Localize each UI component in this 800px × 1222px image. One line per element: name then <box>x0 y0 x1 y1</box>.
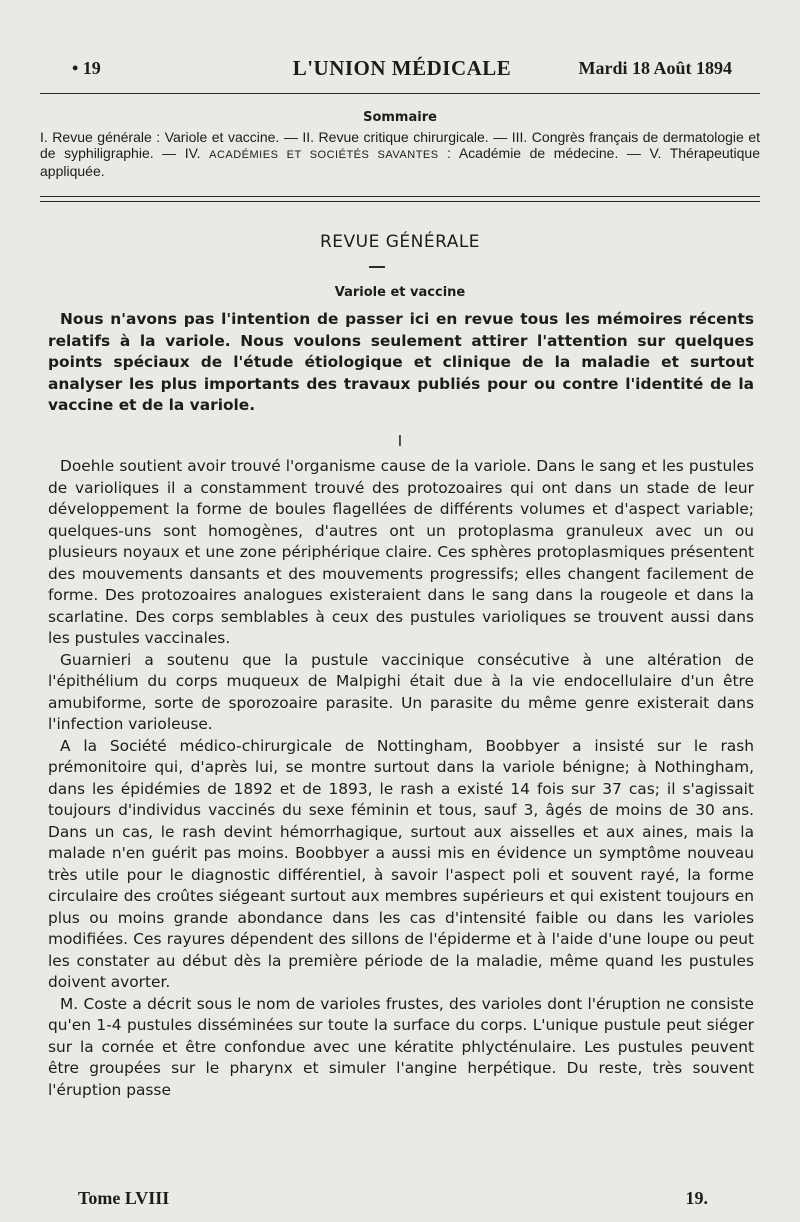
paragraph: Doehle soutient avoir trouvé l'organisme cause de la variole. Dans le sang et les pustules de varioliques il a constamment trouvé des protozoaires qui ont dans un stade de leur développement la forme de boules flagellées de différents volumes et d'aspect variable; quelques-uns sont homogènes, d'autres ont un protoplasma granuleux avec un ou plusieurs noyaux et une zone périphérique claire. Ces sphères protoplasmiques présentent des mouvements dansants et des mouvements progressifs; elles changent facilement de forme. Des protozoaires analogues existeraient dans le sang dans la rougeole et dans la scarlatine. Des corps semblables à ceux des pustules varioliques se trouvent aussi dans les pustules vaccinales. <box>48 457 754 647</box>
header-rule <box>40 93 760 94</box>
sommaire-block <box>40 110 760 179</box>
paragraph: Guarnieri a soutenu que la pustule vaccinique consécutive à une altération de l'épithélium du corps muqueux de Malpighi était due à la vie endocellulaire d'un être amubiforme, sorte de sporozoaire parasite. Un parasite du même genre existerait dans l'infection varioleuse. <box>48 650 754 733</box>
paragraph: A la Société médico-chirurgicale de Nottingham, Boobbyer a insisté sur le rash prémonitoire qui, d'après lui, se montre surtout dans la variole bénigne; à Nothingham, dans les épidémies de 1892 et de 1893, le rash a existé 14 fois sur 37 cas; il s'agissait toujours d'individus vaccinés du sexe féminin et tous, sauf 3, âgés de moins de 30 ans. Dans un cas, le rash devint hémorrhagique, surtout aux aisselles et aux aines, mais la malade n'en guérit pas moins. Boobbyer a aussi mis en évidence un symptôme nouveau très utile pour le diagnostic différentiel, à savoir l'aspect poli et souvent rayé, la forme circulaire des croûtes siégeant surtout aux membres supérieurs et qui existent toujours en plus ou moins grande abondance dans les cas d'intensité faible ou dans les varioles modifiées. Ces rayures dépendent des sillons de l'épiderme et à l'aide d'une loupe ou peut les constater au début dès la première période de la maladie, même quand les pustules doivent avorter. <box>48 736 754 991</box>
intro-text: Nous n'avons pas l'intention de passer ici en revue tous les mémoires récents relatifs à la variole. Nous voulons seulement attirer l'attention sur quelques points spéciaux de l'étude étiologique et clinique de la maladie et surtout analyser les plus importants des travaux publiés pour ou contre l'identité de la vaccine et de la variole. <box>48 310 754 414</box>
issue-date: Mardi 18 Août 1894 <box>578 58 732 78</box>
paragraph: M. Coste a décrit sous le nom de varioles frustes, des varioles dont l'éruption ne consiste qu'en 1-4 pustules disséminées sur toute la surface du corps. L'unique pustule peut siéger sur la cornée et être confondue avec une kératite phlycténulaire. Les pustules peuvent être groupées sur le pharynx et simuler l'angine herpétique. Du reste, très souvent l'éruption passe <box>48 994 754 1099</box>
section-title: REVUE GÉNÉRALE <box>319 232 481 252</box>
article-subtitle: Variole et vaccine <box>334 285 466 300</box>
part-numeral: I <box>397 432 403 450</box>
sommaire-rule <box>40 196 760 202</box>
page-footer <box>78 1188 708 1209</box>
page-number: • 19 <box>72 58 101 78</box>
sommaire-text-part: : Académie de médecine. — V. Thérapeutique appliquée. <box>40 145 760 179</box>
article-body <box>48 456 754 1101</box>
sommaire-text-part: I. Revue générale : Variole et vaccine. — II. Revue critique chirurgicale. — III. Congrès français de dermatologie et de syphiligraphie. — IV. <box>40 129 760 161</box>
section-divider <box>369 266 385 268</box>
sommaire-text-smallcaps: ACADÉMIES ET SOCIÉTÉS SAVANTES <box>209 149 439 161</box>
sommaire-text <box>40 129 760 179</box>
page-header <box>72 54 732 88</box>
intro-paragraph <box>48 309 754 417</box>
sommaire-title: Sommaire <box>363 110 437 125</box>
signature-mark: 19. <box>685 1188 708 1208</box>
volume-label: Tome LVIII <box>78 1188 170 1208</box>
journal-title: L'UNION MÉDICALE <box>292 56 512 80</box>
